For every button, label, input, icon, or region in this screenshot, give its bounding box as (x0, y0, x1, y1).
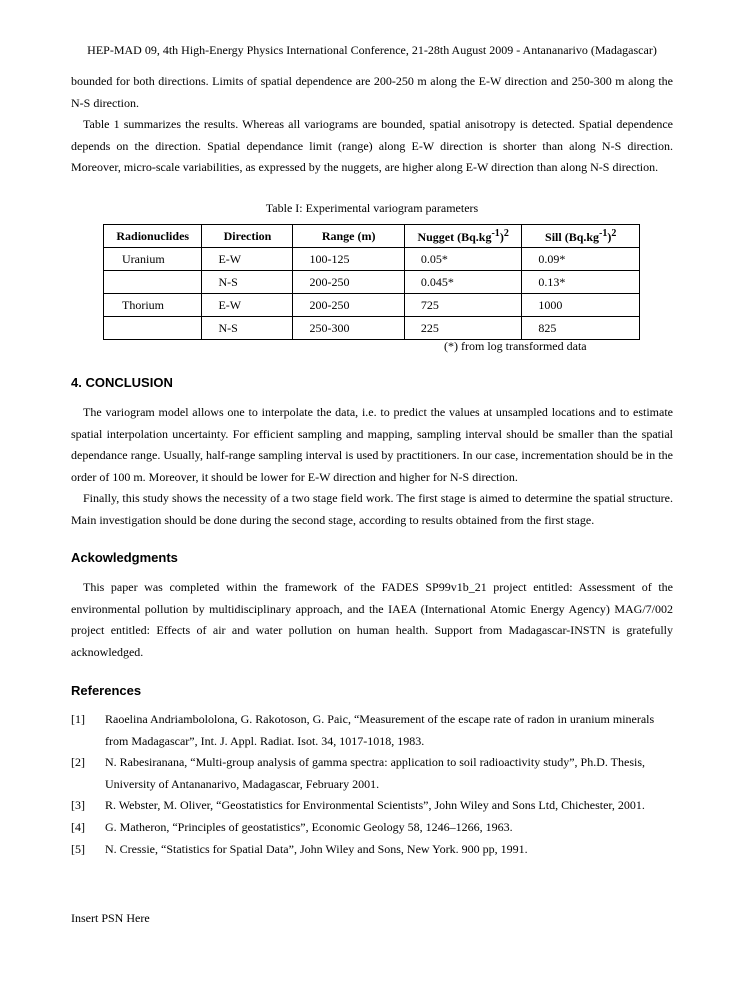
reference-number: [3] (71, 798, 85, 813)
table-row (104, 317, 640, 340)
body-paragraph: This paper was completed within the framework of the FADES SP99v1b_21 project entitled: Assessment of the environmental pollution by multidisciplinary approach, and the IAEA (International Atomic Energy Agency) MAG/7/002 project entitled: Effects of air and water pollution on human health. Support from Madagascar-INSTN is gratefully acknowledged. (71, 580, 673, 659)
header-range: Range (m) (293, 225, 404, 248)
table-cell: E-W (202, 294, 293, 317)
reference-number: [1] (71, 712, 85, 726)
reference-text: N. Cressie, “Statistics for Spatial Data”, John Wiley and Sons, New York. 900 pp, 1991. (105, 841, 528, 856)
table-cell: 200-250 (293, 271, 404, 294)
reference-item (71, 752, 673, 795)
reference-item (71, 839, 673, 861)
table-cell: 0.09* (522, 248, 640, 271)
table-cell: 0.13* (522, 271, 640, 294)
reference-number: [4] (71, 819, 85, 834)
header-nugget: Nugget $(Bq.kg^{-1})^2$ (404, 225, 522, 248)
table-cell: 250-300 (293, 317, 404, 340)
table-header-row (104, 225, 640, 248)
table-cell: 225 (404, 317, 522, 340)
table-cell: 100-125 (293, 248, 404, 271)
table-cell: 0.05* (404, 248, 522, 271)
section-heading-conclusion: 4. CONCLUSION (71, 375, 173, 390)
body-paragraph: bounded for both directions. Limits of spatial dependence are 200-250 m along the E-W direction and 250-300 m along the N-S direction. (71, 74, 673, 110)
reference-item (71, 709, 673, 752)
reference-item (71, 795, 673, 817)
page-footer: Insert PSN Here (71, 911, 150, 925)
table-cell: 725 (404, 294, 522, 317)
reference-item (71, 817, 673, 839)
body-paragraph: Table 1 summarizes the results. Whereas all variograms are bounded, spatial anisotropy is detected. Spatial dependence depends on the direction. Spatial dependance limit (range) along E-W direction is shorter than along N-S direction. Moreover, micro-scale variabilities, as expressed by the nuggets, are higher along E-W direction than along N-S direction. (71, 117, 673, 175)
reference-text: R. Webster, M. Oliver, “Geostatistics for Environmental Scientists”, John Wiley and Sons Ltd, Chichester, 2001. (105, 798, 645, 813)
reference-number: [5] (71, 841, 85, 856)
reference-text: G. Matheron, “Principles of geostatistics”, Economic Geology 58, 1246–1266, 1963. (105, 819, 513, 834)
running-head: HEP-MAD 09, 4th High-Energy Physics International Conference, 21-28th August 2009 - Antananarivo (Madagascar) (87, 43, 657, 57)
body-paragraph: The variogram model allows one to interpolate the data, i.e. to predict the values at unsampled locations and to estimate spatial interpolation uncertainty. For efficient sampling and mapping, sampling interval should be smaller than the spatial dependance range. Usually, half-range sampling interval is used by practitioners. In our case, incrementation should be in the order of 100 m. Moreover, it should be lower for E-W direction and higher for N-S direction. (71, 405, 673, 484)
table-cell: E-W (202, 248, 293, 271)
table-cell: Thorium (104, 294, 202, 317)
table-cell: 200-250 (293, 294, 404, 317)
reference-list (71, 709, 673, 860)
table-cell (104, 271, 202, 294)
body-paragraph: Finally, this study shows the necessity of a two stage field work. The first stage is aimed to determine the spatial structure. Main investigation should be done during the second stage, according to results obtained from the first stage. (71, 491, 673, 527)
section-heading-references: References (71, 683, 142, 698)
table-caption: Table I: Experimental variogram parameters (265, 201, 479, 215)
table-cell: N-S (202, 271, 293, 294)
reference-text: N. Rabesiranana, “Multi-group analysis of gamma spectra: application to soil radioactivity study”, Ph.D. Thesis, University of Antananarivo, Madagascar, February 2001. (105, 755, 645, 791)
table-cell: Uranium (104, 248, 202, 271)
table-row (104, 271, 640, 294)
table-footnote: (*) from log transformed data (444, 339, 587, 353)
section-heading-acknowledgments: Ackowledgments (71, 550, 178, 565)
table-row (104, 294, 640, 317)
table-row (104, 248, 640, 271)
reference-text: Raoelina Andriambololona, G. Rakotoson, G. Paic, “Measurement of the escape rate of radon in uranium minerals from Madagascar”, Int. J. Appl. Radiat. Isot. 34, 1017-1018, 1983. (105, 712, 655, 748)
table-cell: 1000 (522, 294, 640, 317)
table-cell (104, 317, 202, 340)
header-radionuclides: Radionuclides (104, 225, 202, 248)
table-cell: 825 (522, 317, 640, 340)
reference-number: [2] (71, 755, 85, 770)
table-cell: 0.045* (404, 271, 522, 294)
header-direction: Direction (202, 225, 293, 248)
header-sill: Sill $(Bq.kg^{-1})^2$ (522, 225, 640, 248)
table-cell: N-S (202, 317, 293, 340)
variogram-table (103, 224, 640, 340)
